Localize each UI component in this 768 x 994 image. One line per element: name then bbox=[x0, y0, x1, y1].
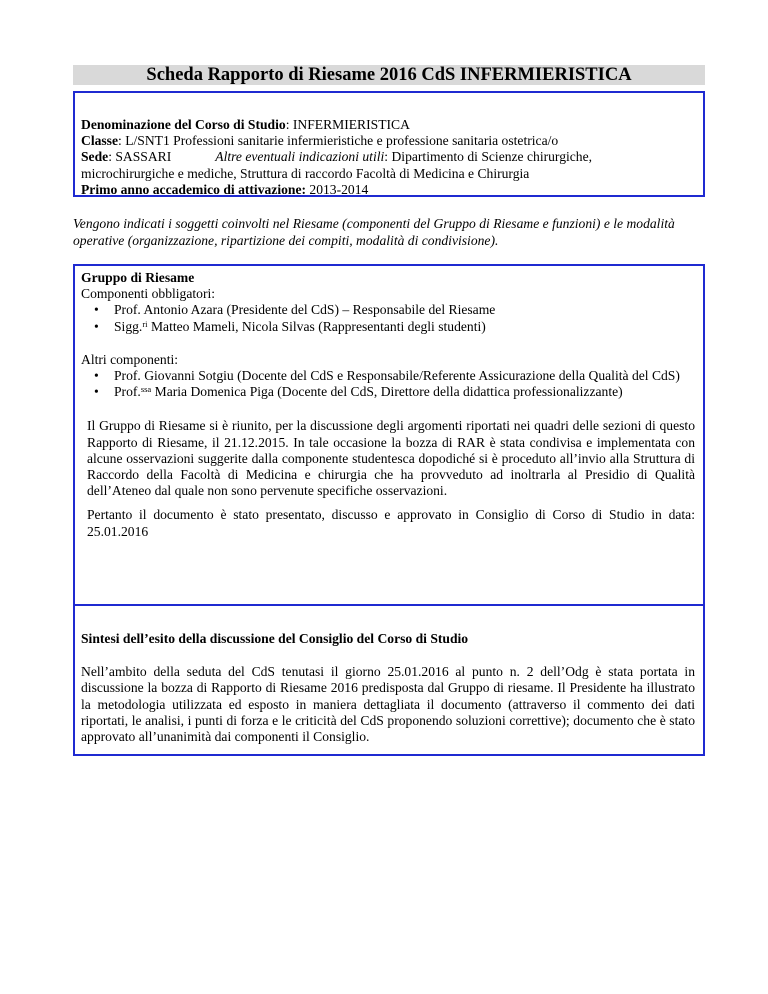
sede-value: : SASSARI bbox=[108, 149, 172, 165]
sintesi-paragraph: Nell’ambito della seduta del CdS tenutasi il giorno 25.01.2016 al punto n. 2 dell’Odg è stata portata in discussione la bozza di Rapporto di Riesame 2016 predisposta dal Gruppo di riesame. Il Presidente ha illustrato la metodologia utilizzata ed esposto in maniera dettagliata il documento (attraverso il commento dei dati riportati, le analisi, i punti di forza e le criticità del CdS proponendo soluzioni correttive); documento che è stato approvato all’unanimità dai componenti il Consiglio. bbox=[81, 664, 695, 745]
altre-value-cont: microchirurgiche e mediche, Struttura di raccordo Facoltà di Medicina e Chirurgia bbox=[81, 165, 530, 181]
sintesi-heading: Sintesi dell’esito della discussione del Consiglio del Corso di Studio bbox=[81, 631, 469, 646]
obbligatori-list bbox=[81, 302, 703, 334]
primo-anno-label: Primo anno accademico di attivazione: bbox=[81, 181, 307, 197]
gruppo-heading: Gruppo di Riesame bbox=[81, 270, 195, 285]
list-item: • Sigg.$^{ri}$ Matteo Mameli, Nicola Silvas (Rappresentanti degli studenti) bbox=[94, 318, 486, 334]
denominazione-label: Denominazione del Corso di Studio bbox=[81, 117, 286, 132]
list-item: • Prof.$^{ssa}$ Maria Domenica Piga (Docente del CdS, Direttore della didattica professionalizzante) bbox=[94, 384, 623, 400]
list-item: • Prof. Antonio Azara (Presidente del CdS) – Responsabile del Riesame bbox=[94, 302, 496, 318]
altre-label: Altre eventuali indicazioni utili bbox=[215, 149, 385, 165]
intro-text: Vengono indicati i soggetti coinvolti nel Riesame (componenti del Gruppo di Riesame e funzioni) e le modalità operative (organizzazione, ripartizione dei compiti, modalità di condivisione). bbox=[73, 216, 675, 248]
sintesi-box bbox=[73, 604, 705, 756]
obbligatori-label: Componenti obbligatori: bbox=[81, 286, 216, 302]
altri-label: Altri componenti: bbox=[81, 351, 179, 367]
classe-label: Classe bbox=[81, 133, 119, 149]
primo-anno-line bbox=[81, 182, 703, 198]
altri-list bbox=[81, 368, 703, 400]
gruppo-paragraph-1: Il Gruppo di Riesame si è riunito, per la discussione degli argomenti riportati nei quadri delle sezioni di questo Rapporto di Riesame, il 21.12.2015. In tale occasione la bozza di RAR è stata condivisa e implementata con alcune osservazioni suggerite dalla componente studentesca dopodiché si è proceduto all’invio alla Struttura di Raccordo della Facoltà di Medicina e chirurgia che ha provveduto ad inoltrarla al Presidio di Qualità dell’Ateneo dal quale non sono pervenute specifiche osservazioni. bbox=[87, 418, 695, 499]
classe-value: : L/SNT1 Professioni sanitarie infermieristiche e professione sanitaria ostetrica/o bbox=[118, 133, 559, 149]
gruppo-paragraph-2: Pertanto il documento è stato presentato, discusso e approvato in Consiglio di Corso di Studio in data: 25.01.2016 bbox=[87, 507, 695, 539]
classe-line bbox=[81, 133, 703, 149]
denominazione-line bbox=[81, 117, 703, 133]
sede-line bbox=[81, 149, 703, 165]
primo-anno-value: 2013-2014 bbox=[306, 181, 369, 197]
course-info-box bbox=[73, 91, 705, 197]
sede-label: Sede bbox=[81, 149, 109, 165]
gruppo-riesame-box bbox=[73, 264, 705, 605]
altre-value: : Dipartimento di Scienze chirurgiche, bbox=[384, 149, 593, 165]
list-item: • Prof. Giovanni Sotgiu (Docente del CdS e Responsabile/Referente Assicurazione della Qualità del CdS) bbox=[94, 368, 680, 384]
denominazione-value: : INFERMIERISTICA bbox=[285, 117, 410, 132]
page-title: Scheda Rapporto di Riesame 2016 CdS INFERMIERISTICA bbox=[73, 65, 705, 85]
